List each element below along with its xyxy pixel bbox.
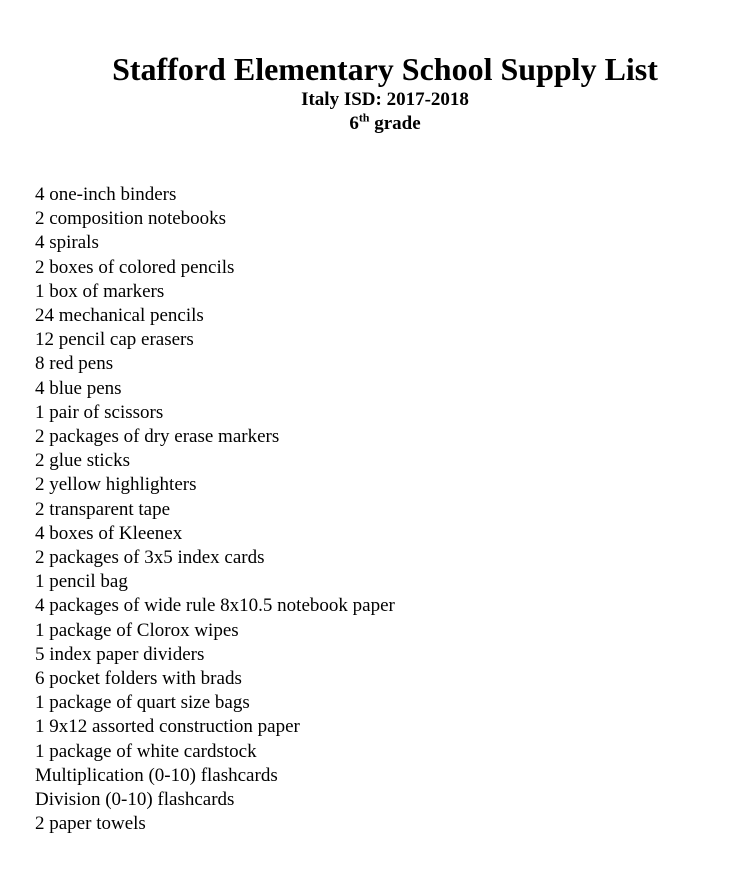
supply-item: 1 package of quart size bags bbox=[35, 692, 250, 714]
supply-item: Division (0-10) flashcards bbox=[35, 789, 235, 811]
supply-item: 12 pencil cap erasers bbox=[35, 329, 194, 351]
supply-item: 2 composition notebooks bbox=[35, 208, 227, 230]
grade-word: grade bbox=[369, 113, 421, 134]
supply-item: 2 yellow highlighters bbox=[35, 474, 197, 496]
supply-item: 1 pencil bag bbox=[35, 571, 128, 593]
supply-item: 5 index paper dividers bbox=[35, 643, 205, 665]
district-year: Italy ISD: 2017-2018 bbox=[301, 89, 469, 110]
supply-item: 2 transparent tape bbox=[35, 498, 171, 520]
grade-number: 6 bbox=[349, 113, 359, 134]
supply-item: 2 packages of dry erase markers bbox=[35, 426, 280, 448]
supply-item: 1 box of markers bbox=[35, 280, 165, 302]
supply-list bbox=[35, 183, 395, 836]
supply-item: 4 boxes of Kleenex bbox=[35, 522, 183, 544]
supply-item: 1 9x12 assorted construction paper bbox=[35, 716, 300, 738]
supply-item: 24 mechanical pencils bbox=[35, 305, 204, 327]
supply-item: 6 pocket folders with brads bbox=[35, 668, 242, 690]
supply-item: Multiplication (0-10) flashcards bbox=[35, 764, 278, 786]
supply-item: 1 pair of scissors bbox=[35, 401, 164, 423]
document-header bbox=[0, 50, 748, 136]
supply-item: 4 one-inch binders bbox=[35, 184, 177, 205]
supply-item: 4 spirals bbox=[35, 232, 99, 254]
supply-item: 2 packages of 3x5 index cards bbox=[35, 547, 265, 569]
supply-item: 2 boxes of colored pencils bbox=[35, 256, 235, 278]
supply-item: 8 red pens bbox=[35, 353, 114, 375]
grade-level bbox=[0, 112, 748, 136]
supply-item: 1 package of Clorox wipes bbox=[35, 619, 239, 641]
supply-item: 1 package of white cardstock bbox=[35, 740, 257, 762]
page-title: Stafford Elementary School Supply List bbox=[112, 51, 658, 87]
supply-item: 4 blue pens bbox=[35, 377, 122, 399]
supply-item: 2 glue sticks bbox=[35, 450, 130, 472]
supply-item: 4 packages of wide rule 8x10.5 notebook paper bbox=[35, 595, 395, 617]
supply-item: 2 paper towels bbox=[35, 813, 146, 835]
grade-suffix: th bbox=[358, 110, 370, 125]
